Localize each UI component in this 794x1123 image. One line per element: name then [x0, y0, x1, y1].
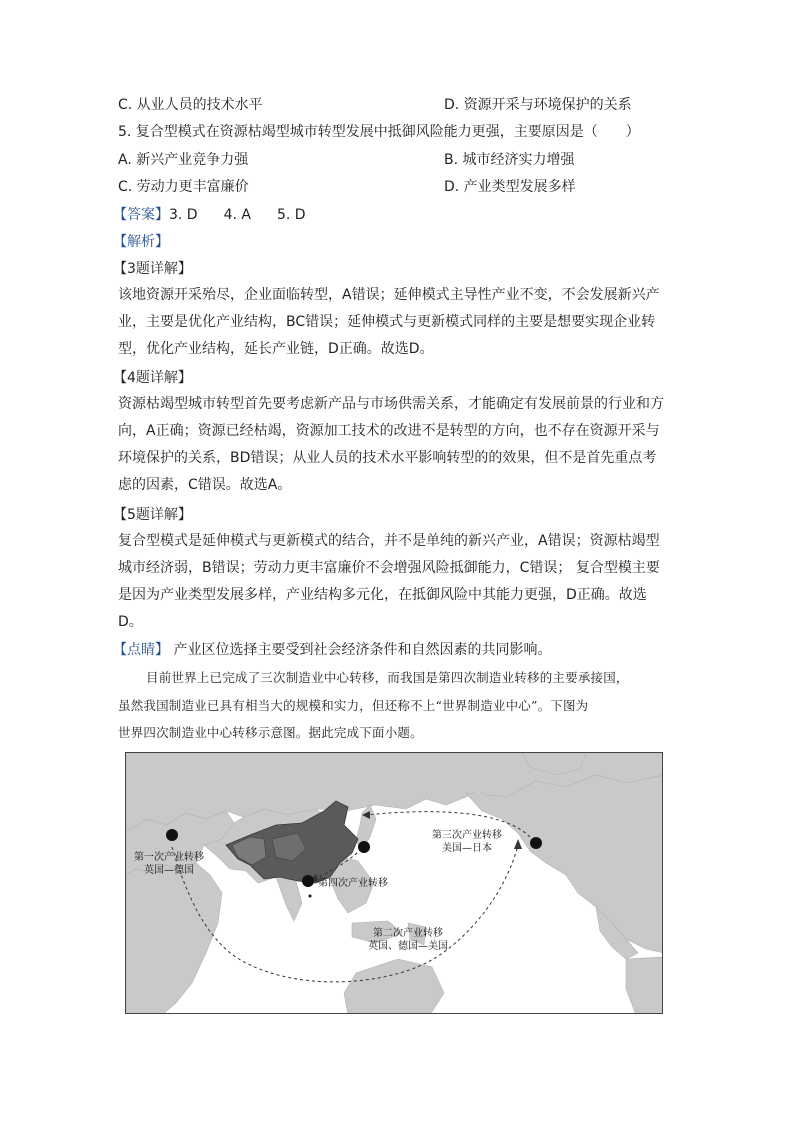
first-transfer-title: 第一次产业转移: [134, 852, 204, 863]
world-map-svg: [126, 753, 663, 1014]
option-a: A. 新兴产业竞争力强: [118, 152, 249, 168]
japan-dot-icon: [358, 841, 370, 853]
option-b: B. 城市经济实力增强: [444, 152, 575, 168]
fourth-transfer-title: 第四次产业转移: [318, 878, 388, 889]
q4-line: 虑的因素，C错误。故选A。: [118, 477, 292, 493]
second-transfer-route: 英国、德国—美国: [368, 941, 448, 952]
second-transfer-title: 第二次产业转移: [373, 928, 443, 939]
tip-tag: 【点睛】: [113, 642, 169, 658]
intro-line: 世界四次制造业中心转移示意图。据此完成下面小题。: [118, 725, 423, 740]
q4-explanation: [118, 391, 678, 499]
third-transfer-label: [432, 829, 502, 855]
q3-explanation: [118, 282, 678, 363]
q3-line: 型，优化产业结构，延长产业链，D正确。故选D。: [118, 341, 434, 357]
q4-line: 资源枯竭型城市转型首先要考虑新产品与市场供需关系，才能确定有发展前景的行业和方: [118, 396, 664, 412]
second-transfer-label: [368, 927, 448, 953]
option-c-prev: C. 从业人员的技术水平: [118, 97, 263, 113]
answer-q5: 5. D: [276, 207, 306, 223]
intro-line: 目前世界上已完成了三次制造业中心转移，而我国是第四次制造业转移的主要承接国，: [146, 670, 629, 685]
third-transfer-route: 美国—日本: [442, 843, 492, 854]
q3-line: 该地资源开采殆尽，企业面临转型，A错误；延伸模式主导性产业不变，不会发展新兴产: [118, 287, 660, 303]
q5-title: 【5题详解】: [113, 507, 192, 523]
china-dot-icon: [302, 875, 314, 887]
analysis-tag: 【解析】: [113, 234, 169, 250]
q5-line: D。: [118, 614, 143, 630]
q4-line: 向，A正确；资源已经枯竭，资源加工技术的改进不是转型的方向，也不存在资源开采与: [118, 423, 660, 439]
hainan-dot-icon: [309, 895, 312, 898]
q5-line: 是因为产业类型发展多样，产业结构多元化，在抵御风险中其能力更强，D正确。故选: [118, 587, 647, 603]
answer-tag: 【答案】: [113, 207, 169, 223]
answer-q4: 4. A: [223, 207, 251, 223]
option-d-prev: D. 资源开采与环境保护的关系: [444, 97, 632, 113]
intro-line: 虽然我国制造业已具有相当大的规模和实力，但还称不上“世界制造业中心”。下图为: [118, 697, 589, 713]
third-transfer-title: 第三次产业转移: [432, 830, 502, 841]
tip-text: 产业区位选择主要受到社会经济条件和自然因素的共同影响。: [169, 642, 552, 658]
q4-line: 环境保护的关系，BD错误；从业人员的技术水平影响转型的的效果，但不是首先重点考: [118, 450, 657, 466]
fourth-transfer-label: [318, 877, 388, 890]
britain-dot-icon: [166, 829, 178, 841]
q3-line: 业，主要是优化产业结构，BC错误；延伸模式与更新模式同样的主要是想要实现企业转: [118, 314, 656, 330]
q5-explanation: [118, 528, 678, 636]
answer-q3: 3. D: [169, 207, 198, 223]
answer-line: [113, 206, 306, 224]
usa-dot-icon: [530, 837, 542, 849]
manufacturing-transfer-map: [125, 752, 663, 1014]
q3-title: 【3题详解】: [113, 261, 192, 277]
first-transfer-route: 英国—德国: [144, 865, 194, 876]
question-5-stem: 5. 复合型模式在资源枯竭型城市转型发展中抵御风险能力更强，主要原因是（ ）: [118, 124, 640, 140]
q5-line: 复合型模式是延伸模式与更新模式的结合，并不是单纯的新兴产业，A错误；资源枯竭型: [118, 533, 660, 549]
q5-line: 城市经济弱，B错误；劳动力更丰富廉价不会增强风险抵御能力，C错误； 复合型模主要: [118, 560, 660, 576]
q4-title: 【4题详解】: [113, 370, 192, 386]
first-transfer-label: [134, 851, 204, 877]
intro-paragraph: [118, 664, 678, 747]
option-c: C. 劳动力更丰富廉价: [118, 179, 249, 195]
option-d: D. 产业类型发展多样: [444, 179, 576, 195]
tip-line: [113, 641, 551, 659]
